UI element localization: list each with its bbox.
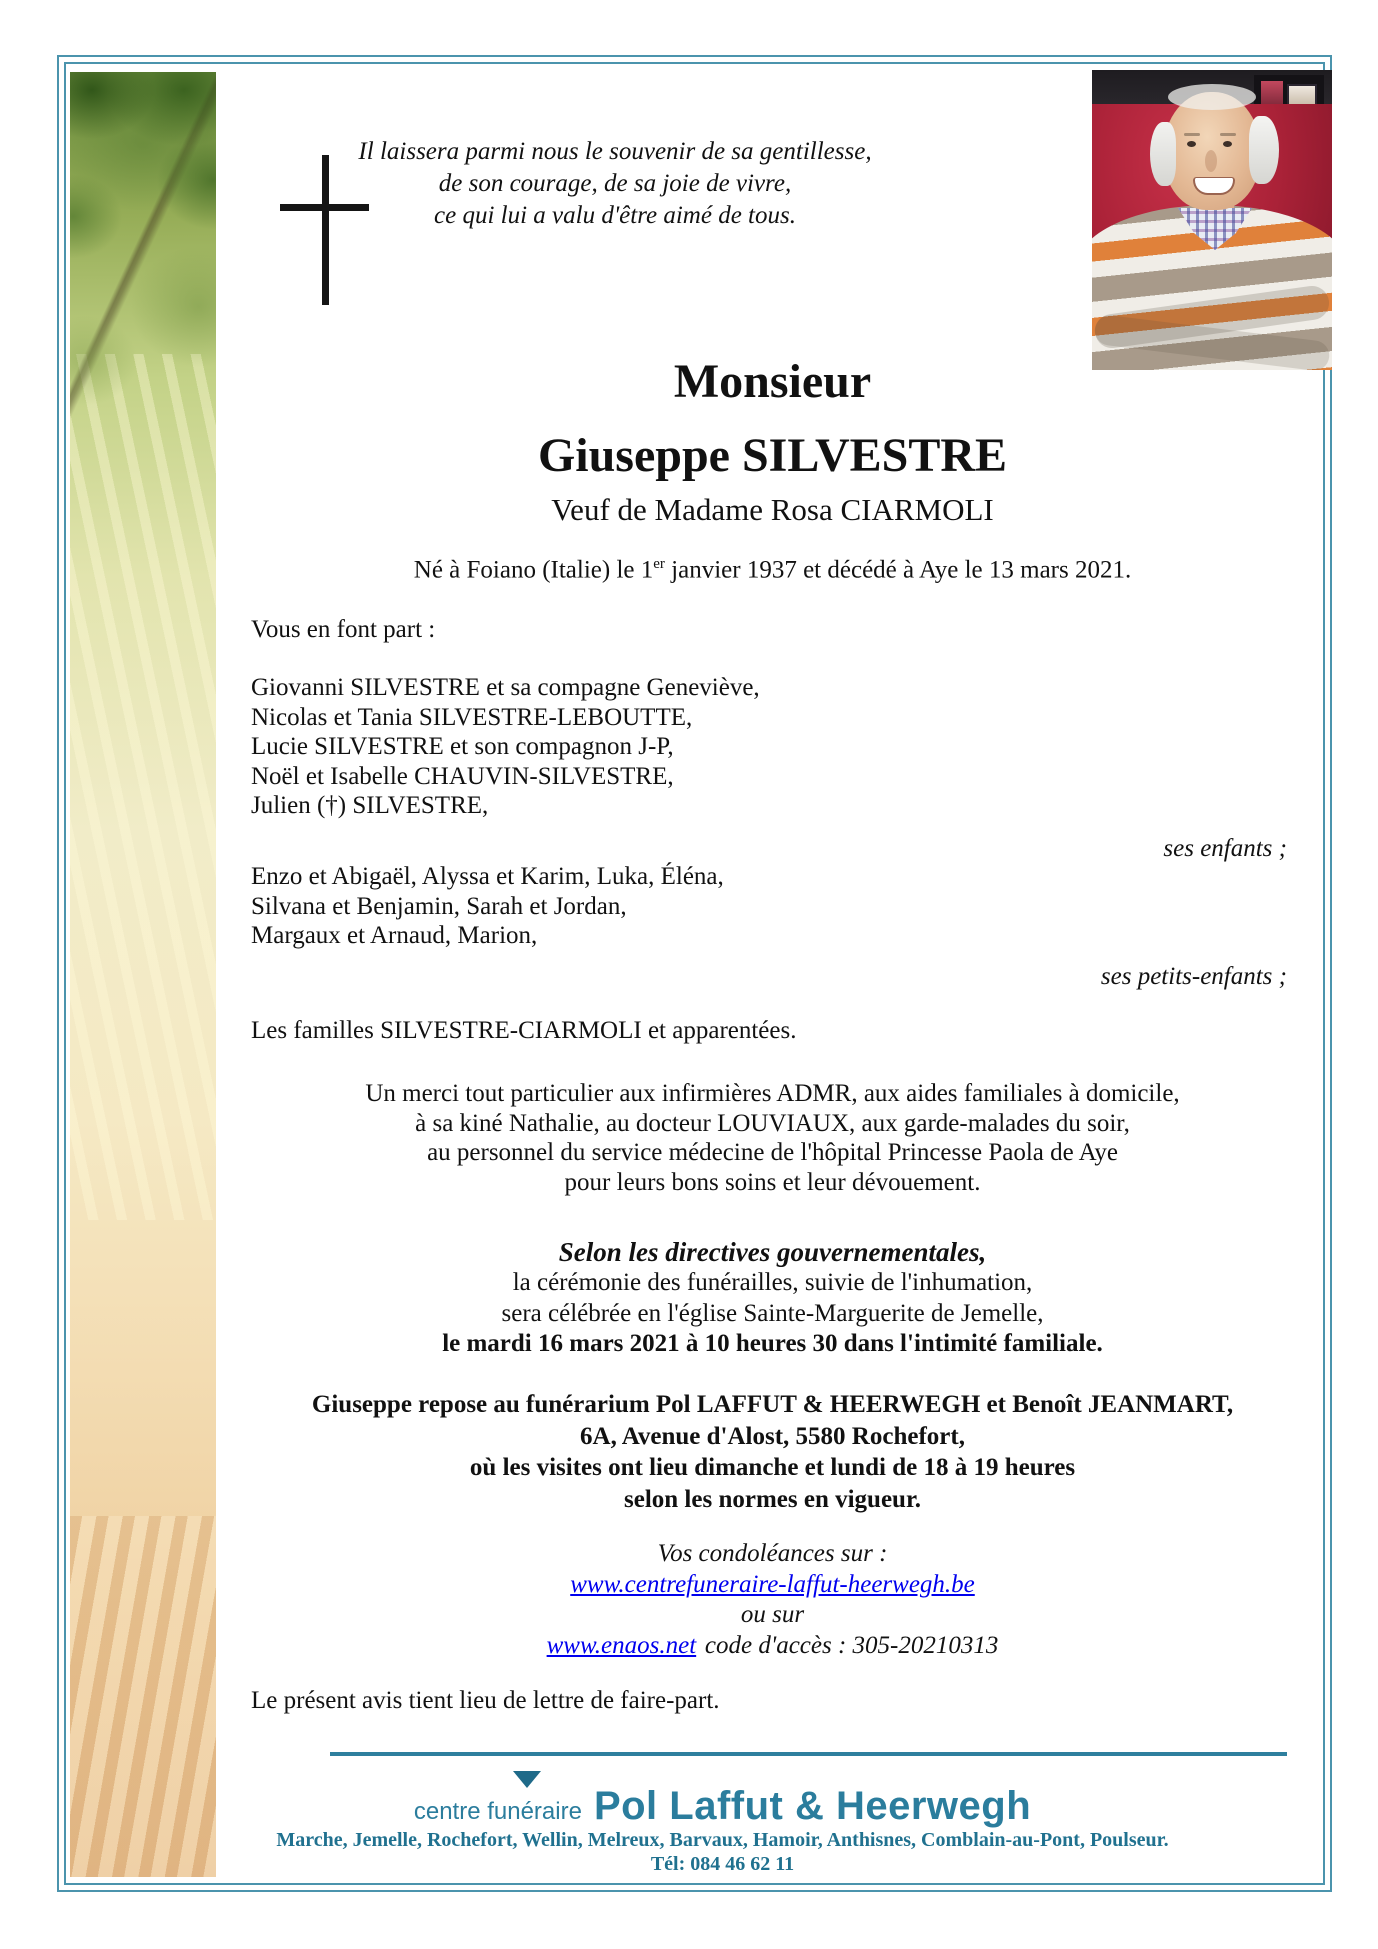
thanks-line: à sa kiné Nathalie, au docteur LOUVIAUX, aux garde-malades du soir,	[415, 1109, 1130, 1137]
thanks-paragraph	[215, 1079, 1330, 1197]
grandchildren-label: ses petits-enfants ;	[1100, 963, 1287, 990]
portrait-photo	[1092, 70, 1332, 370]
directives-line: Selon les directives gouvernementales,	[558, 1237, 987, 1267]
footer-phone: Tél: 084 46 62 11	[650, 1853, 795, 1875]
families-line: Les familles SILVESTRE-CIARMOLI et apparentées.	[251, 1017, 797, 1044]
list-item: Lucie SILVESTRE et son compagnon J-P,	[251, 733, 674, 760]
quote-line: de son courage, de sa joie de vivre,	[438, 170, 792, 197]
repose-line: selon les normes en vigueur.	[624, 1485, 921, 1513]
repose-paragraph	[215, 1389, 1330, 1515]
thanks-line: Un merci tout particulier aux infirmières ADMR, aux aides familiales à domicile,	[365, 1080, 1180, 1107]
notice-line: Le présent avis tient lieu de lettre de faire-part.	[251, 1687, 720, 1714]
quote-line: Il laissera parmi nous le souvenir de sa gentillesse,	[358, 138, 872, 165]
thanks-line: pour leurs bons soins et leur dévouement.	[564, 1168, 981, 1196]
list-item: Julien (†) SILVESTRE,	[251, 792, 489, 819]
footer-divider	[330, 1752, 1287, 1756]
list-item: Noël et Isabelle CHAUVIN-SILVESTRE,	[251, 762, 674, 790]
repose-line: Giuseppe repose au funérarium Pol LAFFUT & HEERWEGH et Benoît JEANMART,	[311, 1391, 1234, 1418]
footer-locations: Marche, Jemelle, Rochefort, Wellin, Melreux, Barvaux, Hamoir, Anthisnes, Comblain-au-Pont, Poulseur.	[276, 1829, 1169, 1851]
ceremony-paragraph	[215, 1237, 1330, 1360]
repose-line: 6A, Avenue d'Alost, 5580 Rochefort,	[580, 1422, 965, 1450]
condolences-link-centrefuneraire[interactable]: www.centrefuneraire-laffut-heerwegh.be	[570, 1570, 975, 1598]
list-item: Enzo et Abigaël, Alyssa et Karim, Luka, Éléna,	[251, 863, 724, 890]
condolences-block	[215, 1539, 1330, 1661]
condolences-intro: Vos condoléances sur :	[657, 1540, 888, 1567]
children-list	[251, 673, 760, 821]
ceremony-line: la cérémonie des funérailles, suivie de l'inhumation,	[512, 1268, 1033, 1296]
condolences-link-enaos[interactable]: www.enaos.net	[546, 1631, 697, 1659]
widower-line: Veuf de Madame Rosa CIARMOLI	[551, 492, 994, 527]
list-item: Nicolas et Tania SILVESTRE-LEBOUTTE,	[251, 703, 693, 731]
announcement-intro: Vous en font part :	[251, 616, 436, 643]
deceased-name: Giuseppe SILVESTRE	[537, 429, 1008, 482]
salutation: Monsieur	[673, 355, 872, 408]
thanks-line: au personnel du service médecine de l'hôpital Princesse Paola de Aye	[427, 1139, 1118, 1167]
access-code: code d'accès : 305-20210313	[704, 1631, 999, 1659]
forest-path-image	[70, 72, 216, 1877]
birth-death-line: Né à Foiano (Italie) le 1er janvier 1937 et décédé à Aye le 13 mars 2021.	[413, 556, 1132, 584]
funeral-home-logo	[155, 1784, 1290, 1829]
or-label: ou sur	[740, 1601, 805, 1628]
list-item: Silvana et Benjamin, Sarah et Jordan,	[251, 892, 627, 920]
ceremony-date-line: le mardi 16 mars 2021 à 10 heures 30 dans l'intimité familiale.	[442, 1330, 1103, 1358]
grandchildren-list	[251, 862, 724, 951]
children-label: ses enfants ;	[1163, 835, 1287, 862]
memorial-quote	[230, 136, 1000, 232]
brand-name: Pol Laffut & Heerwegh	[593, 1784, 1032, 1828]
ceremony-line: sera célébrée en l'église Sainte-Marguerite de Jemelle,	[501, 1299, 1044, 1327]
repose-line: où les visites ont lieu dimanche et lundi de 18 à 19 heures	[469, 1454, 1076, 1482]
brand-prefix: centre funéraire	[413, 1798, 582, 1825]
quote-line: ce qui lui a valu d'être aimé de tous.	[434, 202, 796, 229]
list-item: Margaux et Arnaud, Marion,	[251, 922, 538, 949]
list-item: Giovanni SILVESTRE et sa compagne Geneviève,	[251, 674, 760, 701]
